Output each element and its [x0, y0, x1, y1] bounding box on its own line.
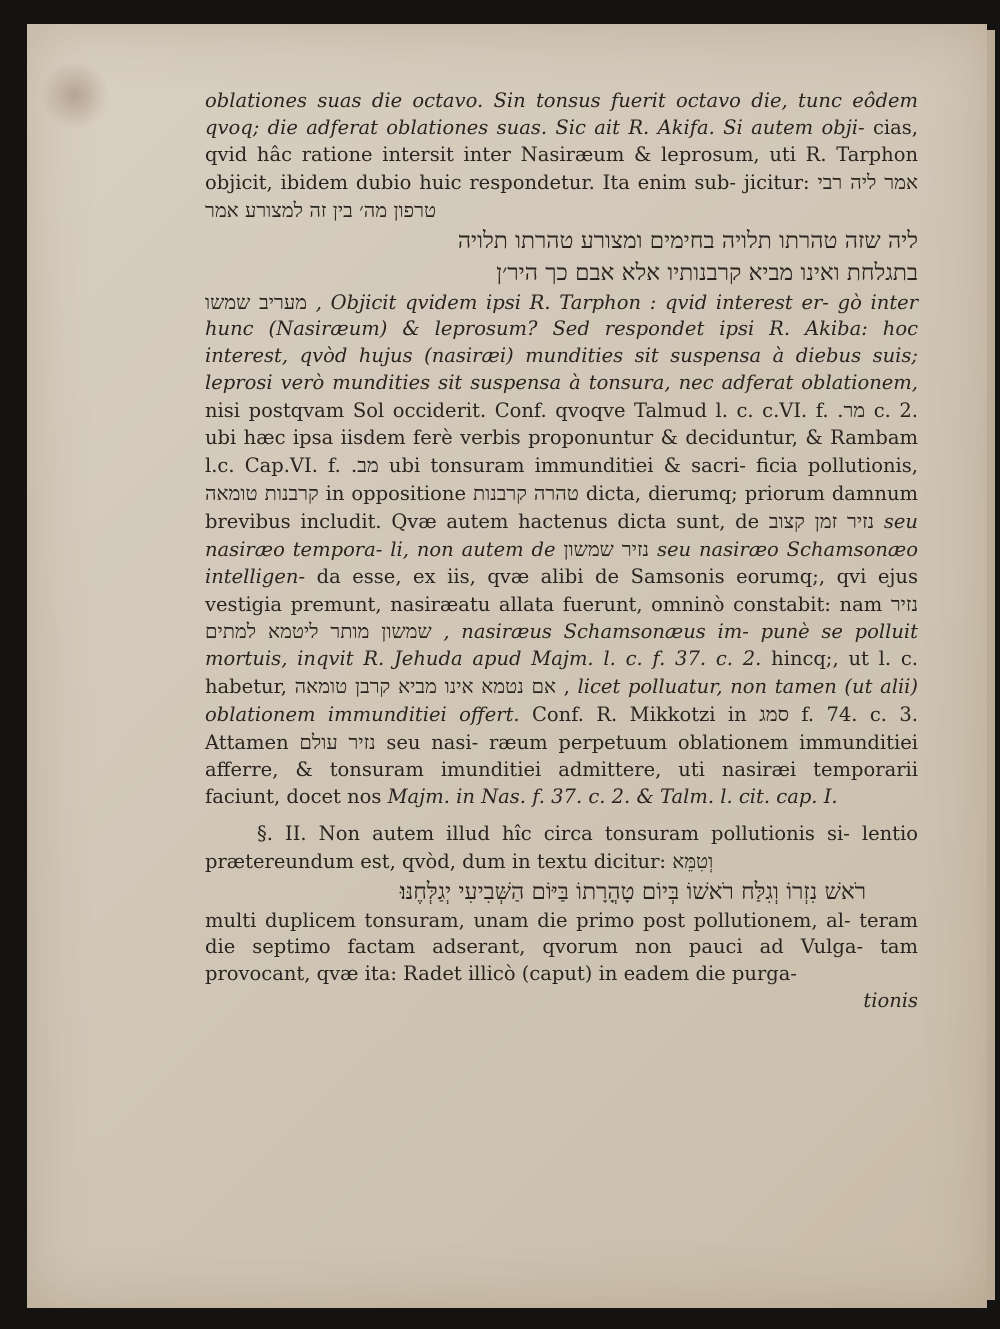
page-edge — [987, 30, 995, 1300]
paragraph-2: §. II. Non autem illud hîc circa tonsuram pollutionis si- lentio prætereundum est, qvòd, dum in textu dicitur: וְטִמֵּא רֹאשׁ נִזְרוֹ וְגִלַּח רֹאשׁוֹ בְּיוֹם טָהֳרָתוֹ בַּיּוֹם הַשְּׁבִיעִי יְגַלְּחֶנּוּ׃ multi duplicem tonsuram, unam die primo post pollutionem, al- teram die septimo factam adserant, qvorum non pauci ad Vulga- tam provocant, qvæ ita: Radet illicò (caput) in eadem die purga- — [205, 821, 919, 986]
catchword: tionis — [863, 989, 918, 1013]
hebrew-line: רֹאשׁ נִזְרוֹ וְגִלַּח רֹאשׁוֹ בְּיוֹם טָהֳרָתוֹ בַּיּוֹם הַשְּׁבִיעִי יְגַלְּחֶנּוּ׃ — [399, 878, 866, 905]
hebrew-line: ליה שזה טהרתו תלויה בחימים ומצורע טהרתו תלויה — [457, 227, 918, 254]
page-text — [205, 88, 918, 1015]
hebrew-quote: אמר ליה רבי טרפון מה׳ בין זה למצורע אמר — [205, 169, 918, 222]
hebrew-line: בתגלחת ואינו מביא קרבנותיו אלא אבם כך היר׳ן — [496, 259, 918, 286]
paragraph-1: oblationes suas die octavo. Sin tonsus fuerit octavo die, tunc eôdem qvoq; die adferat oblationes suas. Sic ait R. Akifa. Si autem obji- cias, qvid hâc ratione intersit inter Nasiræum & leprosum, uti R. Tarphon objicit, ibidem dubio huic respondetur. Ita enim sub- jicitur: אמר ליה רבי טרפון מה׳ בין זה למצורע אמר ליה שזה טהרתו תלויה בחימים ומצורע טהרתו תלויה בתגלחת ואינו מביא קרבנותיו אלא אבם כך היר׳ן מעריב שמשו , Objicit qvidem ipsi R. Tarphon : qvid interest er- gò inter hunc (Nasiræum) & leprosum? Sed respondet ipsi R. Akiba: hoc interest, qvòd hujus (nasiræi) mundities sit suspensa à diebus suis; leprosi verò mundities sit suspensa à tonsura, nec adferat oblationem, nisi postqvam Sol occiderit. Conf. qvoqve Talmud l. c. c.VI. f. מר. c. 2. ubi hæc ipsa iisdem ferè verbis proponuntur & deciduntur, & Rambam l.c. Cap.VI. f. מב. ubi tonsuram immunditiei & sacri- ficia pollutionis, קרבנות טומאה in oppositione קרבנות טהרה dicta, dierumq; priorum damnum brevibus includit. Qvæ autem hactenus dicta sunt, de נזיר זמן קצוב seu nasiræo tempora- li, non autem de נזיר שמשון seu nasiræo Schamsonæo intelligen- da esse, ex iis, qvæ alibi de Samsonis eorumq;, qvi ejus vestigia premunt, nasiræatu allata fuerunt, omninò constabit: nam נזיר שמשון מותר ליטמא למתים , nasiræus Schamsonæus im- punè se polluit mortuis, inqvit R. Jehuda apud Majm. l. c. f. 37. c. 2. hincq;, ut l. c. habetur, אם נטמא אינו מביא קרבן טומאה , licet polluatur, non tamen (ut alii) oblationem immunditiei offert. Conf. R. Mikkotzi in סמג f. 74. c. 3. Attamen נזיר עולם seu nasi- ræum perpetuum oblationem immunditiei afferre, & tonsuram imunditiei admittere, uti nasiræi temporarii faciunt, docet nos Majm. in Nas. f. 37. c. 2. & Talm. l. cit. cap. I. — [205, 89, 919, 808]
ink-stain — [40, 60, 110, 130]
